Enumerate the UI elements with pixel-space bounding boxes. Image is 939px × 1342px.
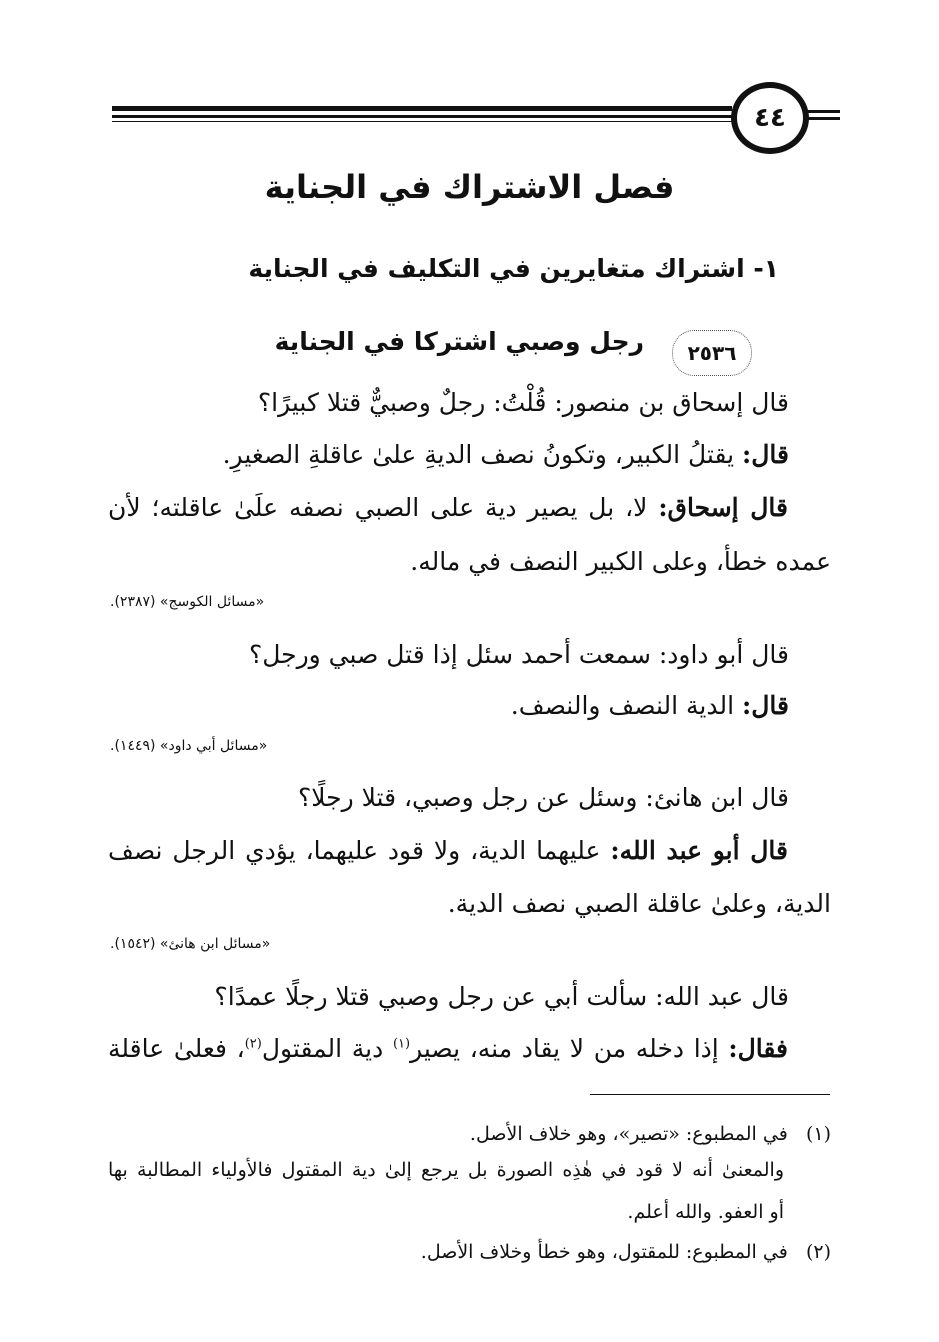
source-citation: «مسائل أبي داود» (١٤٤٩). [110,738,268,754]
text-line [511,691,789,721]
section-title: ١- اشتراك متغايرين في التكليف في الجناية [248,254,779,283]
answer-text: الدية النصف والنصف. [510,691,743,720]
issue-number-badge: ٢٥٣٦ [672,330,752,376]
text-line [108,493,788,523]
footnote-number: (٢) [805,1241,831,1263]
text-line [223,440,789,470]
text-line: قال إسحاق بن منصور: قُلْتُ: رجلٌ وصبيٌّ قتلا كبيرًا؟ [257,388,789,417]
footnote-ref[interactable]: (٢) [244,1036,262,1052]
text-line: الدية، وعلىٰ عاقلة الصبي نصف الدية. [447,889,831,918]
text-line: قال أبو داود: سمعت أحمد سئل إذا قتل صبي ورجل؟ [248,640,789,669]
speaker-label: قال: [742,691,789,720]
answer-text: يقتلُ الكبير، وتكونُ نصف الديةِ علىٰ عاقلةِ الصغيرِ. [222,440,743,469]
text-line: عمده خطأ، وعلى الكبير النصف في ماله. [410,547,831,576]
speaker-label: فقال: [728,1034,788,1063]
page-number: ٤٤ [731,82,809,154]
answer-text: لا، بل يصير دية على الصبي نصفه علَىٰ عاقلته؛ لأن [108,493,659,522]
footnote-ref[interactable]: (١) [392,1036,411,1052]
source-citation: «مسائل الكوسج» (٢٣٨٧). [110,594,265,610]
header-rule [112,106,732,128]
answer-text: ، فعلىٰ عاقلة [108,1034,245,1063]
text-line [108,836,788,866]
footnote-text: في المطبوع: «تصير»، وهو خلاف الأصل. [469,1123,788,1145]
text-line: قال عبد الله: سألت أبي عن رجل وصبي قتلا رجلًا عمدًا؟ [214,982,789,1011]
text-line [108,1034,788,1064]
chapter-title: فصل الاشتراك في الجناية [264,168,675,206]
footnote-2 [421,1240,831,1265]
source-citation: «مسائل ابن هانئ» (١٥٤٢). [110,936,271,952]
text-line: قال ابن هانئ: وسئل عن رجل وصبي، قتلا رجلًا؟ [297,783,789,812]
speaker-label: قال إسحاق: [658,493,788,522]
footnote-separator [590,1094,830,1095]
footnote-1-continued: أو العفو. والله أعلم. [627,1201,784,1223]
footnote-number: (١) [805,1123,831,1145]
answer-text: إذا دخله من لا يقاد منه، يصير [410,1034,729,1063]
speaker-label: قال أبو عبد الله: [610,836,788,865]
issue-title: رجل وصبي اشتركا في الجناية [274,327,644,356]
footnote-1 [470,1122,831,1147]
answer-text: عليهما الدية، ولا قود عليهما، يؤدي الرجل نصف [108,836,611,865]
speaker-label: قال: [742,440,789,469]
footnote-1-continued: والمعنىٰ أنه لا قود في هٰذِه الصورة بل يرجع إلىٰ دية المقتول فالأولياء المطالبة بها [108,1159,784,1181]
footnote-text: في المطبوع: للمقتول، وهو خطأ وخلاف الأصل. [420,1241,788,1263]
header-rule-tail [806,110,840,122]
answer-text: دية المقتول [261,1034,393,1063]
